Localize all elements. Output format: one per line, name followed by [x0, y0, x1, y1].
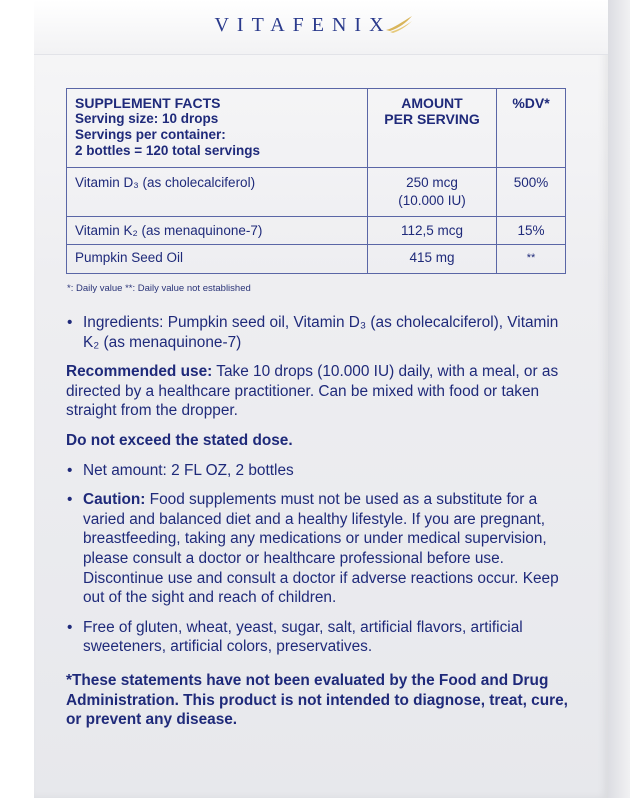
facts-title: SUPPLEMENT FACTS [75, 95, 221, 111]
dv-header-label: %DV* [512, 95, 550, 111]
nutrient-dv: 15% [497, 217, 566, 245]
nutrient-amount-line2: (10.000 IU) [398, 193, 466, 208]
servings-detail: 2 bottles = 120 total servings [75, 143, 260, 158]
caution-label: Caution: [83, 491, 146, 509]
nutrient-amount [368, 168, 497, 217]
nutrient-name: Vitamin D₃ (as cholecalciferol) [67, 168, 368, 217]
phoenix-wing-icon [392, 17, 416, 33]
nutrient-dv: ** [497, 245, 566, 274]
nutrient-name: Vitamin K₂ (as menaquinone-7) [67, 217, 368, 245]
nutrient-dv: 500% [497, 168, 566, 217]
ingredients-item [66, 313, 572, 352]
bullet-icon: • [67, 461, 73, 479]
amount-header-line1: AMOUNT [401, 95, 463, 111]
bullet-icon: • [67, 314, 73, 331]
nutrient-amount-line1: 250 mcg [406, 175, 458, 190]
fda-disclaimer: *These statements have not been evaluated by the Food and Drug Administration. This product is not intended to diagnose, treat, cure, or prevent any disease. [66, 671, 568, 729]
nutrient-amount: 112,5 mcg [368, 217, 497, 245]
net-amount-text: Net amount: 2 FL OZ, 2 bottles [83, 461, 294, 479]
table-row [67, 217, 566, 245]
dose-warning: Do not exceed the stated dose. [66, 431, 293, 449]
bullet-icon: • [67, 491, 73, 509]
servings-per-container: Servings per container: [75, 127, 226, 142]
amount-header [368, 89, 497, 168]
package-side [608, 0, 630, 798]
net-amount-item [66, 461, 572, 481]
amount-header-line2: PER SERVING [384, 111, 480, 127]
nutrient-name: Pumpkin Seed Oil [67, 245, 368, 274]
facts-header-cell [67, 89, 368, 168]
dv-header [497, 89, 566, 168]
caution-text: Food supplements must not be used as a substitute for a varied and balanced diet and a healthy lifestyle. If you are pregnant, breastfeeding, taking any medications or under medical supervision, please consult a doctor or healthcare professional before use. Discontinue use and consult a doctor if adverse reactions occur. Keep out of the sight and reach of children. [83, 491, 559, 607]
facts-footnote: *: Daily value **: Daily value not established [67, 283, 251, 294]
supplement-facts-table [66, 88, 566, 274]
facts-header-row [67, 89, 566, 168]
free-of-text: Free of gluten, wheat, yeast, sugar, salt, artificial flavors, artificial sweeteners, artificial colors, preservatives. [83, 618, 523, 656]
caution-item [66, 490, 572, 608]
brand-name: VITAFENIX [214, 14, 392, 36]
ingredients-text: Ingredients: Pumpkin seed oil, Vitamin D₃ (as cholecalciferol), Vitamin K₂ (as menaquinone-7) [83, 314, 559, 351]
nutrient-amount: 415 mg [368, 245, 497, 274]
bullet-icon: • [67, 618, 73, 636]
brand-logo [0, 14, 630, 37]
table-row [67, 245, 566, 274]
label-text [66, 313, 572, 730]
recommended-text: Take 10 drops (10.000 IU) daily, with a meal, or as directed by a healthcare practitioner. Can be mixed with food or taken straight from the dropper. [66, 363, 559, 420]
free-of-item [66, 618, 572, 657]
serving-size: Serving size: 10 drops [75, 111, 219, 126]
recommended-use [66, 362, 572, 421]
table-row [67, 168, 566, 217]
recommended-label: Recommended use: [66, 363, 213, 381]
